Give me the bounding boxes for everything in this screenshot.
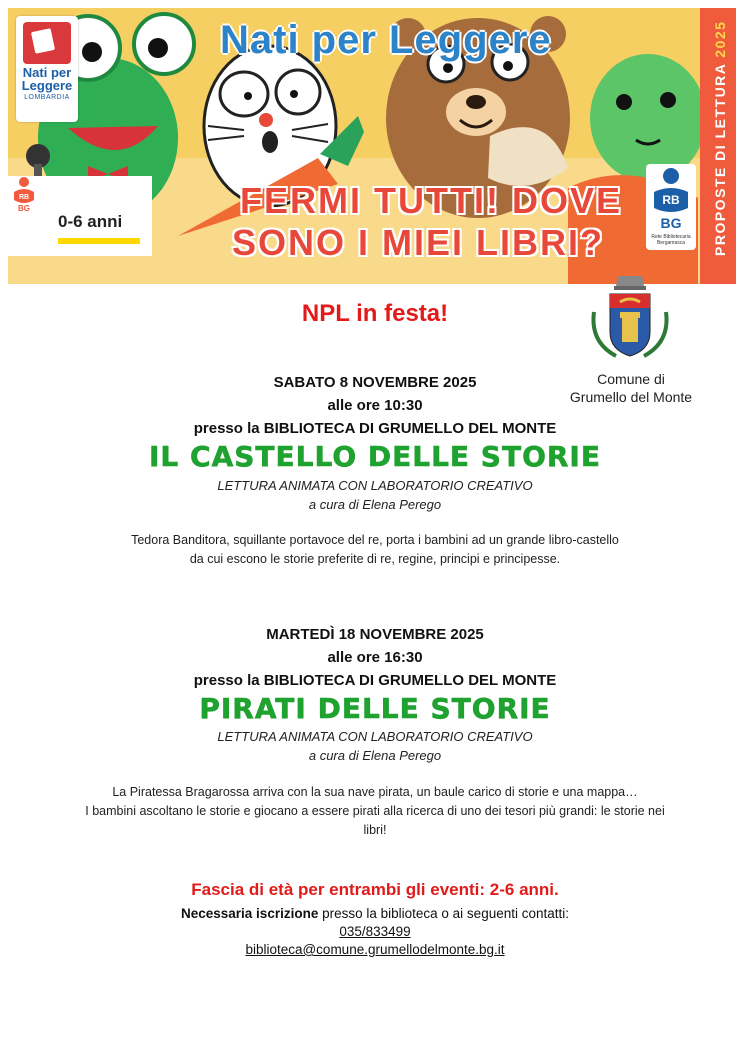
event2-type: LETTURA ANIMATA CON LABORATORIO CREATIVO [217, 729, 533, 744]
event1-type: LETTURA ANIMATA CON LABORATORIO CREATIVO [217, 478, 533, 493]
rete-bibliotecaria-icon [646, 164, 696, 234]
event1-venue: presso la BIBLIOTECA DI GRUMELLO DEL MONTE [193, 420, 557, 437]
banner-headline-line1: FERMI TUTTI! DOVE [240, 180, 622, 221]
age-underline [58, 238, 140, 244]
proposte-text [712, 21, 728, 256]
municipality-crest-icon [586, 272, 674, 364]
page-subtitle: NPL in festa! [301, 300, 449, 327]
event2-curator: a cura di Elena Perego [308, 748, 442, 763]
event1-time: alle ore 10:30 [327, 397, 423, 414]
rb-mark-right: RB [662, 193, 680, 207]
event1-curator: a cura di Elena Perego [308, 497, 442, 512]
logo-text-line3: LOMBARDIA [24, 94, 70, 101]
event1-description-line2: da cui escono le storie preferite di re, regine, principi e principesse. [189, 552, 561, 566]
logo-text-line2: Leggere [21, 78, 73, 93]
proposte-label: PROPOSTE DI LETTURA [712, 63, 728, 256]
book-icon [23, 22, 71, 64]
logo-text-line1: Nati per [22, 65, 72, 80]
age-badge [8, 176, 152, 256]
proposte-year: 2025 [712, 20, 728, 58]
event2-date: MARTEDÌ 18 NOVEMBRE 2025 [266, 626, 484, 643]
event2-time: alle ore 16:30 [327, 649, 423, 666]
rbbg-logo-right [646, 164, 696, 250]
event2-venue: presso la BIBLIOTECA DI GRUMELLO DEL MONTE [193, 672, 557, 689]
age-range-notice: Fascia di età per entrambi gli eventi: 2-6 anni. [191, 880, 559, 899]
age-label: 0-6 anni [58, 212, 123, 231]
email-link[interactable]: biblioteca@comune.grumellodelmonte.bg.it [245, 942, 505, 957]
rbbg-logo-icon [8, 176, 40, 214]
event1-description-line1: Tedora Banditora, squillante portavoce del re, porta i bambini ad un grande libro-castello [131, 533, 619, 547]
event2-title: PIRATI DELLE STORIE [199, 692, 551, 725]
rb-mark: RB [18, 194, 30, 201]
phone-link[interactable]: 035/833499 [339, 924, 411, 939]
npl-lombardia-logo [16, 16, 78, 122]
event2-description-line3: libri! [363, 823, 387, 837]
event1-date: SABATO 8 NOVEMBRE 2025 [273, 374, 477, 391]
event2-description-line2: I bambini ascoltano le storie e giocano a essere pirati alla ricerca di uno dei tesori più grandi: le storie nei [85, 804, 665, 818]
banner-headline-line2: SONO I MIEI LIBRI? [232, 222, 605, 263]
proposte-strip [700, 8, 736, 284]
program-title: Nati per Leggere [220, 18, 552, 62]
bg-mark: BG [18, 204, 30, 213]
header-banner [8, 8, 736, 284]
municipality-line1: Comune di [597, 371, 665, 387]
registration-rest: presso la biblioteca o ai seguenti contatti: [318, 906, 569, 921]
event2-description-line1: La Piratessa Bragarossa arriva con la sua nave pirata, un baule carico di storie e una mappa… [112, 785, 638, 799]
event1-title: IL CASTELLO DELLE STORIE [149, 440, 601, 473]
bg-mark-right: BG [660, 215, 682, 231]
registration-bold: Necessaria iscrizione [181, 906, 319, 921]
rete-label: Rete Bibliotecaria Bergamasca [651, 234, 691, 246]
municipality-line2: Grumello del Monte [569, 389, 693, 405]
registration-note [0, 906, 750, 921]
